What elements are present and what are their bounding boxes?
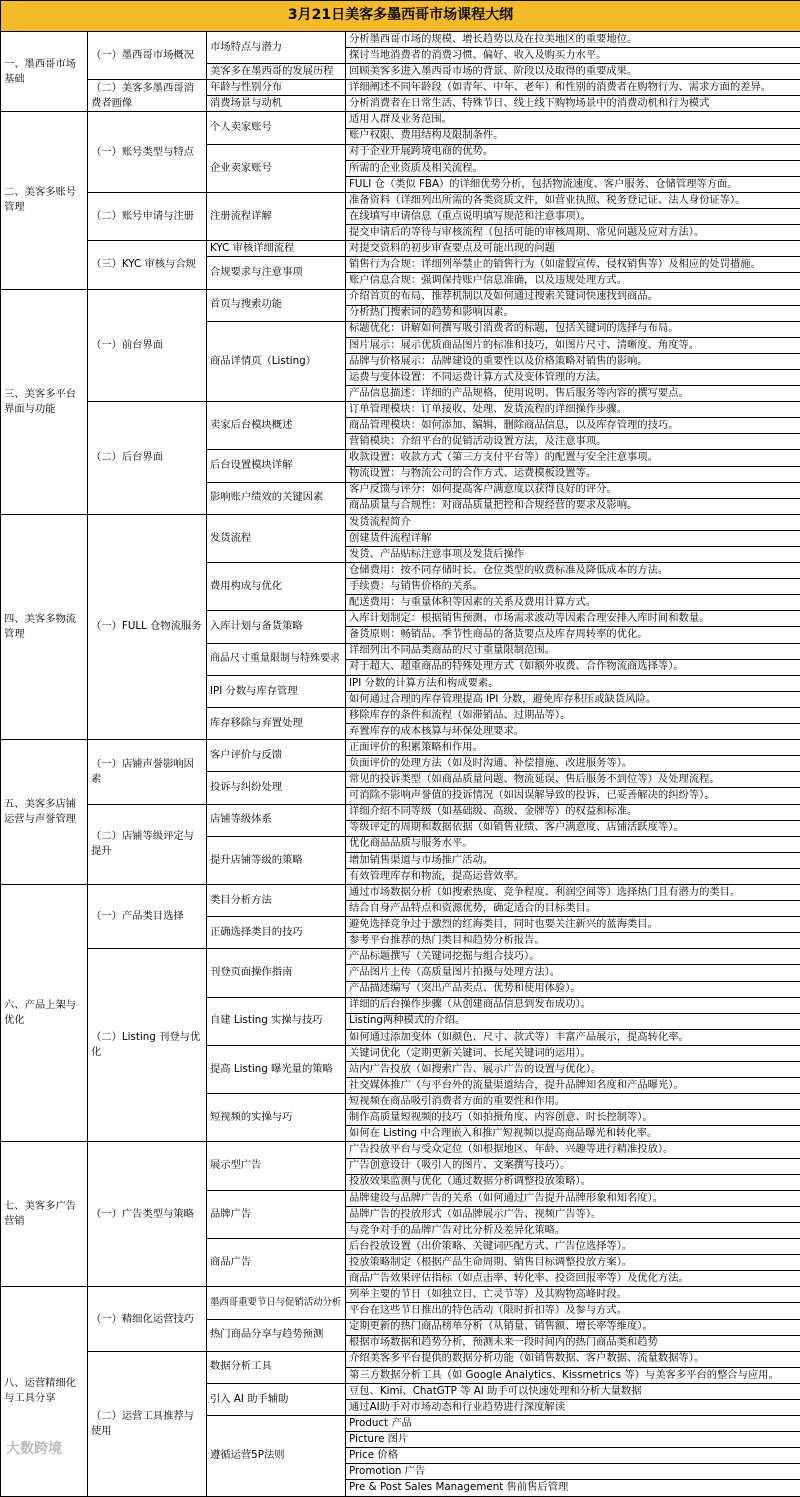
topic-detail: 投放效果监测与优化（通过数据分析调整投放策略）。 [346,1174,800,1190]
topic-detail: 参考平台推荐的热门类目和趋势分析报告。 [346,933,800,949]
section-label: 一、墨西哥市场基础 [1,32,88,112]
topic-detail: 投放策略制定（根据产品生命周期、销售目标调整投放方案）。 [346,1255,800,1271]
watermark-logo: 大数跨境 [6,1438,62,1458]
topic-detail: 准备资料（详细列出所需的各类资质文件，如营业执照、税务登记证、法人身份证等）。 [346,192,800,208]
topic-label: 引入 AI 助手辅助 [207,1383,346,1415]
topic-detail: 产品图片上传（高质量图片拍摄与处理方法）。 [346,965,800,981]
topic-detail: 列举主要的节日（如独立日、亡灵节等）及其购物高峰时段。 [346,1287,800,1303]
topic-detail: 仓储费用：按不同存储时长、仓位类型的收费标准及降低成本的方法。 [346,563,800,579]
topic-detail: 制作高质量短视频的技巧（如拍摄角度、内容创意、时长控制等）。 [346,1110,800,1126]
topic-detail: 广告创意设计（吸引人的图片、文案撰写技巧）。 [346,1158,800,1174]
outline-row [1,1142,800,1158]
topic-detail: 销售行为合规：详细列举禁止的销售行为（如虚假宣传、侵权销售等）及相应的处罚措施。 [346,257,800,273]
topic-detail: 订单管理模块：订单接收、处理、发货流程的详细操作步骤。 [346,402,800,418]
topic-detail: 创建货件流程详解 [346,530,800,546]
topic-label: 费用构成与优化 [207,563,346,611]
outline-row [1,804,800,820]
topic-detail: 标题优化：讲解如何撰写吸引消费者的标题，包括关键词的选择与布局。 [346,321,800,337]
topic-label: 短视频的实操与巧 [207,1094,346,1142]
subsection-label: （二）运营工具推荐与使用 [88,1351,207,1496]
topic-detail: Picture 图片 [346,1432,800,1448]
topic-detail: 营销模块：介绍平台的促销活动设置方法，及注意事项。 [346,434,800,450]
outline-row [1,32,800,48]
topic-label: 商品尺寸重量限制与特殊要求 [207,643,346,675]
topic-detail: 在线填写申请信息（重点说明填写规范和注意事项）。 [346,209,800,225]
topic-label: 商品详情页（Listing） [207,321,346,401]
topic-label: 热门商品分享与趋势预测 [207,1319,346,1351]
topic-detail: IPI 分数的计算方法和构成要素。 [346,675,800,691]
topic-detail: 平台在这些节日推出的特色活动（限时折扣等）及参与方式。 [346,1303,800,1319]
outline-row [1,112,800,128]
topic-detail: 定期更新的热门商品榜单分析（从销量、销售额、增长率等维度）。 [346,1319,800,1335]
outline-row [1,514,800,530]
topic-detail: 客户反馈与评分：如何提高客户满意度以获得良好的评分。 [346,482,800,498]
subsection-label: （一）账号类型与特点 [88,112,207,192]
topic-label: 个人卖家账号 [207,112,346,144]
topic-label: 合规要求与注意事项 [207,257,346,289]
topic-detail: 品牌建设与品牌广告的关系（如何通过广告提升品牌形象和知名度）。 [346,1190,800,1206]
topic-detail: 通过市场数据分析（如搜索热度、竞争程度、利润空间等）选择热门且有潜力的类目。 [346,884,800,900]
topic-detail: 结合自身产品特点和资源优势，确定适合的目标类目。 [346,901,800,917]
outline-row [1,402,800,418]
topic-detail: Listing两种模式的介绍。 [346,1013,800,1029]
section-label: 八、运营精细化与工具分享 [1,1287,88,1496]
topic-label: 展示型广告 [207,1142,346,1190]
subsection-label: （二）美客多墨西哥消费者画像 [88,80,207,112]
topic-detail: 根据市场数据和趋势分析，预测未来一段时间内的热门商品类和趋势 [346,1335,800,1351]
topic-detail: 第三方数据分析工具（如 Google Analytics、Kissmetrics 等）与美客多平台的整合与应用。 [346,1367,800,1383]
topic-label: 墨西哥重要节日与促销活动分析 [207,1287,346,1319]
subsection-label: （一）FULL 仓物流服务 [88,514,207,739]
topic-detail: 详细的后台操作步骤（从创建商品信息到发布成功）。 [346,997,800,1013]
topic-label: 提高 Listing 曝光量的策略 [207,1045,346,1093]
topic-detail: 优化商品品质与服务水平。 [346,836,800,852]
topic-label: 投诉与纠纷处理 [207,772,346,804]
topic-detail: FULI 仓（类似 FBA）的详细优势分析，包括物流速度、客户服务、仓储管理等方面。 [346,176,800,192]
section-label: 三、美客多平台界面与功能 [1,289,88,514]
topic-detail: 备货原则：畅销品、季节性商品的备货要点及库存周转率的优化。 [346,627,800,643]
topic-label: 发货流程 [207,514,346,562]
subsection-label: （二）账号申请与注册 [88,192,207,240]
topic-detail: 产品标题撰写（关键词挖掘与组合技巧）。 [346,949,800,965]
subsection-label: （一）广告类型与策略 [88,1142,207,1287]
topic-detail: 商品管理模块：如何添加、编辑、删除商品信息，以及库存管理的技巧。 [346,418,800,434]
topic-label: 提升店铺等级的策略 [207,836,346,884]
topic-detail: 短视频在商品吸引消费者方面的重要性和作用。 [346,1094,800,1110]
topic-detail: 有效管理库存和物流，提高运营效率。 [346,868,800,884]
topic-detail: 站内广告投放（如搜索广告、展示广告的设置与优化）。 [346,1062,800,1078]
topic-detail: 品牌广告的投放形式（如品牌展示广告、视频广告等）。 [346,1206,800,1222]
topic-detail: 发货流程简介 [346,514,800,530]
topic-detail: 商品质量与合规性：对商品质量把控和合规经营的要求及影响。 [346,498,800,514]
subsection-label: （二）后台界面 [88,402,207,515]
topic-label: 影响账户绩效的关键因素 [207,482,346,514]
topic-label: 数据分析工具 [207,1351,346,1383]
topic-detail: 等级评定的周期和数据依据（如销售业绩、客户满意度、店铺活跃度等）。 [346,820,800,836]
topic-detail: 避免选择竞争过于激烈的红海类目，同时也要关注新兴的蓝海类目。 [346,917,800,933]
subsection-label: （二）店铺等级评定与提升 [88,804,207,884]
topic-label: 品牌广告 [207,1190,346,1238]
subsection-label: （二）Listing 刊登与优化 [88,949,207,1142]
topic-detail: 分析热门搜索词的趋势和影响因素。 [346,305,800,321]
subsection-label: （一）墨西哥市场概况 [88,32,207,80]
topic-detail: 商品广告效果评估指标（如点击率、转化率、投资回报率等）及优化方法。 [346,1271,800,1287]
subsection-label: （一）店铺声誉影响因素 [88,740,207,804]
topic-detail: 增加销售渠道与市场推广活动。 [346,852,800,868]
topic-detail: 手续费：与销售价格的关系。 [346,579,800,595]
topic-label: 正确选择类目的技巧 [207,917,346,949]
topic-detail: 详细介绍不同等级（如基础级、高级、金牌等）的权益和标准。 [346,804,800,820]
topic-detail: Price 价格 [346,1448,800,1464]
topic-detail: 发货、产品贴标注意事项及发货后操作 [346,547,800,563]
topic-label: KYC 审核详细流程 [207,241,346,257]
topic-detail: 社交媒体推广（与平台外的流量渠道结合，提升品牌知名度和产品曝光）。 [346,1078,800,1094]
topic-detail: 回顾美客多进入墨西哥市场的背景、阶段以及取得的重要成果。 [346,64,800,80]
topic-detail: 物流设置：与物流公司的合作方式、运费模板设置等。 [346,466,800,482]
outline-row [1,740,800,756]
topic-label: 美客多在墨西哥的发展历程 [207,64,346,80]
topic-detail: 运费与变体设置：不同运费计算方式及变体管理的方法。 [346,369,800,385]
topic-detail: 可消除不影响声誉值的投诉情况（如因误解导致的投诉、已妥善解决的纠纷等）。 [346,788,800,804]
topic-detail: 收款设置：收款方式（第三方支付平台等）的配置与安全注意事项。 [346,450,800,466]
topic-label: 类目分析方法 [207,884,346,916]
topic-label: 市场特点与潜力 [207,32,346,64]
section-label: 四、美客多物流管理 [1,514,88,739]
section-label: 二、美客多账号管理 [1,112,88,289]
section-label: 五、美客多店铺运营与声誉管理 [1,740,88,885]
topic-detail: 正面评价的积累策略和作用。 [346,740,800,756]
outline-row [1,80,800,96]
topic-detail: 对于企业开展跨境电商的优势。 [346,144,800,160]
topic-detail: 通过AI助手对市场动态和行业趋势进行深度解读 [346,1399,800,1415]
topic-label: 商品广告 [207,1239,346,1287]
subsection-label: （一）前台界面 [88,289,207,402]
topic-detail: 入库计划制定：根据销售预测、市场需求波动等因素合理安排入库时间和数量。 [346,611,800,627]
topic-label: 首页与搜索功能 [207,289,346,321]
topic-detail: 账户信息合规：强调保持账户信息准确，以及违规处理方式。 [346,273,800,289]
section-label: 七、美客多广告营销 [1,1142,88,1287]
topic-detail: 图片展示：展示优质商品图片的标准和技巧，如图片尺寸、清晰度、角度等。 [346,337,800,353]
topic-label: 年龄与性别分布 [207,80,346,96]
topic-detail: 移除库存的条件和流程（如滞销品、过期品等）。 [346,707,800,723]
topic-detail: 弃置库存的成本核算与环保处理要求。 [346,724,800,740]
topic-detail: 负面评价的处理方法（如及时沟通、补偿措施、改进服务等）。 [346,756,800,772]
topic-label: 注册流程详解 [207,192,346,240]
topic-detail: 介绍首页的布局、推荐机制以及如何通过搜索关键词快速找到商品。 [346,289,800,305]
topic-detail: 后台投放设置（出价策略、关键词匹配方式、广告位选择等）。 [346,1239,800,1255]
topic-label: 客户评价与反馈 [207,740,346,772]
topic-label: 库存移除与弃置处理 [207,707,346,739]
title-row [1,1,800,32]
outline-row [1,949,800,965]
topic-label: 后台设置模块详解 [207,450,346,482]
topic-label: 刊登页面操作指南 [207,949,346,997]
topic-detail: 与竞争对手的品牌广告对比分析及差异化策略。 [346,1222,800,1238]
topic-detail: 分析消费者在日常生活、特殊节日、线上线下购物场景中的消费动机和行为模式 [346,96,800,112]
topic-detail: Promotion 广告 [346,1464,800,1480]
topic-detail: Pre & Post Sales Management 售前售后管理 [346,1480,800,1496]
topic-label: 企业卖家账号 [207,144,346,192]
topic-detail: 对提交资料的初步审查要点及可能出现的问题 [346,241,800,257]
section-label: 六、产品上架与优化 [1,884,88,1142]
topic-detail: 介绍美客多平台提供的数据分析功能（如销售数据、客户数据、流量数据等）。 [346,1351,800,1367]
topic-detail: 品牌与价格展示：品牌建设的重要性以及价格策略对销售的影响。 [346,353,800,369]
topic-detail: 常见的投诉类型（如商品质量问题、物流延误、售后服务不到位等）及处理流程。 [346,772,800,788]
outline-row [1,1287,800,1303]
topic-detail: 对于超大、超重商品的特殊处理方式（如额外收费、合作物流商选择等）。 [346,659,800,675]
topic-detail: 账户权限、费用结构及限制条件。 [346,128,800,144]
topic-label: 店铺等级体系 [207,804,346,836]
topic-detail: 产品信息描述：详细的产品规格、使用说明、售后服务等内容的撰写要点。 [346,386,800,402]
topic-detail: 如何在 Listing 中合理嵌入和推广短视频以提高商品曝光和转化率。 [346,1126,800,1142]
subsection-label: （一）精细化运营技巧 [88,1287,207,1351]
page-title: 3月21日美客多墨西哥市场课程大纲 [1,1,800,32]
topic-label: 卖家后台模块概述 [207,402,346,450]
topic-detail: 豆包、Kimi、ChatGTP 等 AI 助手可以快速处理和分析大量数据 [346,1383,800,1399]
topic-detail: 关键词优化（定期更新关键词、长尾关键词的运用）。 [346,1045,800,1061]
topic-label: 自建 Listing 实操与技巧 [207,997,346,1045]
outline-row [1,884,800,900]
topic-detail: 广告投放平台与受众定位（如根据地区、年龄、兴趣等进行精准投放）。 [346,1142,800,1158]
topic-label: 入库计划与备货策略 [207,611,346,643]
topic-label: 遵循运营5P法则 [207,1416,346,1496]
topic-detail: 探讨当地消费者的消费习惯、偏好、收入及购买力水平。 [346,48,800,64]
topic-detail: Product 产品 [346,1416,800,1432]
topic-detail: 分析墨西哥市场的规模、增长趋势以及在拉美地区的重要地位。 [346,32,800,48]
topic-label: IPI 分数与库存管理 [207,675,346,707]
topic-detail: 适用人群及业务范围。 [346,112,800,128]
topic-detail: 详细列出不同品类商品的尺寸重量限制范围。 [346,643,800,659]
topic-detail: 所需的企业资质及相关流程。 [346,160,800,176]
topic-detail: 提交申请后的等待与审核流程（包括可能的审核周期、常见问题及应对方法）。 [346,225,800,241]
outline-row [1,241,800,257]
outline-row [1,1351,800,1367]
outline-row [1,289,800,305]
topic-detail: 详细阐述不同年龄段（如青年、中年、老年）和性别的消费者在购物行为、需求方面的差异。 [346,80,800,96]
topic-detail: 如何通过添加变体（如颜色、尺寸、款式等）丰富产品展示，提高转化率。 [346,1029,800,1045]
topic-detail: 如何通过合理的库存管理提高 IPI 分数，避免库存积压或缺货风险。 [346,691,800,707]
outline-row [1,192,800,208]
topic-label: 消费场景与动机 [207,96,346,112]
subsection-label: （一）产品类目选择 [88,884,207,948]
topic-detail: 配送费用：与重量体积等因素的关系及费用计算方式。 [346,595,800,611]
topic-detail: 产品描述编写（突出产品卖点、优势和使用体验）。 [346,981,800,997]
subsection-label: （三）KYC 审核与合规 [88,241,207,289]
